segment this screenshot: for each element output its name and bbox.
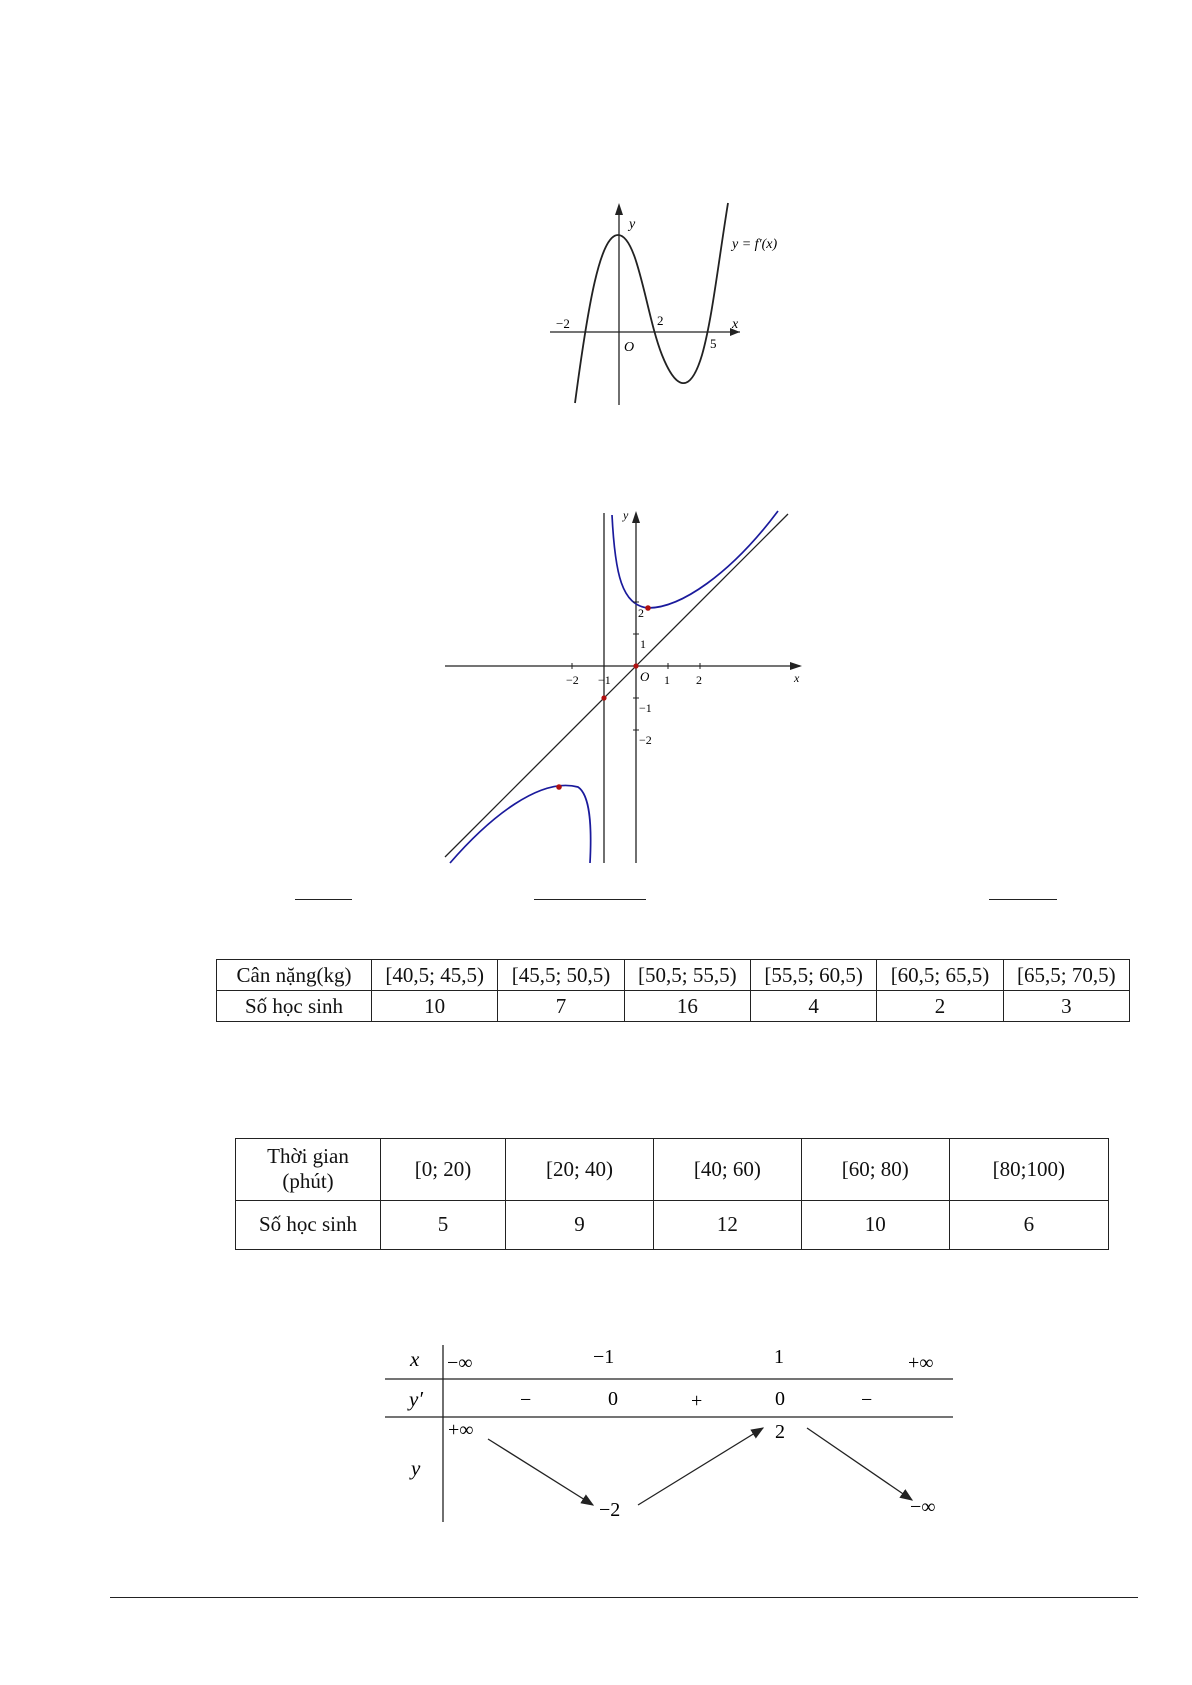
table-cell: 6 [949,1200,1108,1249]
table-cell: [80;100) [949,1139,1108,1201]
table-cell: 2 [877,991,1003,1022]
header-line: (phút) [282,1169,334,1194]
y-value: −∞ [910,1496,936,1518]
x-tick-label: −2 [566,673,579,687]
table-cell: [55,5; 60,5) [750,960,876,991]
x-axis-arrow [790,662,802,670]
rational-function-graph [440,505,810,865]
increasing-arrow [638,1428,763,1505]
upper-branch [612,511,778,608]
tick-label-2: 2 [657,313,664,328]
row-label-x: x [410,1347,420,1371]
table-header-cell [236,1139,381,1201]
variation-table [380,1340,960,1530]
table-cell: [40; 60) [653,1139,801,1201]
y-tick-label: −2 [639,733,652,747]
table-cell: [65,5; 70,5) [1003,960,1129,991]
y-axis-arrow [632,511,640,523]
table-cell: 3 [1003,991,1129,1022]
y-value: +∞ [448,1419,474,1441]
local-min-point [645,605,651,611]
y-axis-label: y [629,217,636,232]
x-value: 1 [774,1346,784,1368]
decreasing-arrow [807,1428,912,1500]
table-cell: 4 [750,991,876,1022]
table-cell: [45,5; 50,5) [498,960,624,991]
origin-label: O [624,340,635,355]
table-cell: 12 [653,1200,801,1249]
derivative-sign: 0 [608,1388,618,1410]
time-frequency-table [235,1138,1109,1250]
answer-blank-2 [534,899,646,900]
y-tick-label: 2 [638,606,644,620]
derivative-curve [575,203,728,403]
curve-label: y = f′(x) [732,237,778,252]
table-row [236,1139,1109,1201]
answer-blank-1 [295,899,352,900]
x-axis-label: x [732,317,739,332]
y-tick-label: −1 [639,701,652,715]
row-label-yprime: y′ [409,1387,423,1411]
table-cell: [20; 40) [506,1139,654,1201]
tick-label-5: 5 [710,336,717,351]
table-cell: 9 [506,1200,654,1249]
table-cell: 5 [381,1200,506,1249]
weight-frequency-table [216,959,1130,1022]
derivative-graph [540,195,810,410]
table-cell: [0; 20) [381,1139,506,1201]
table-cell: 10 [801,1200,949,1249]
table-cell: [40,5; 45,5) [372,960,498,991]
y-value: 2 [775,1421,785,1443]
table-row [217,991,1130,1022]
lower-branch [450,785,591,863]
x-axis-label: x [794,671,800,685]
x-tick-label: 1 [664,673,670,687]
derivative-sign: + [691,1390,703,1412]
table-cell: [50,5; 55,5) [624,960,750,991]
x-value: −∞ [447,1352,473,1374]
origin-point [633,663,638,668]
local-max-point [556,784,562,790]
footer-rule [110,1597,1138,1598]
table-header-cell: Số học sinh [236,1200,381,1249]
row-label-y: y [411,1456,421,1480]
table-header-cell: Cân nặng(kg) [217,960,372,991]
derivative-sign: − [861,1389,873,1411]
x-tick-label: −1 [598,673,611,687]
origin-label: O [640,669,650,684]
header-line: Thời gian [267,1144,349,1169]
y-axis-label: y [623,508,629,522]
decreasing-arrow [488,1439,593,1505]
table-row [217,960,1130,991]
table-cell: 16 [624,991,750,1022]
table-cell: [60,5; 65,5) [877,960,1003,991]
x-value: −1 [593,1346,615,1368]
derivative-sign: 0 [775,1388,785,1410]
x-value: +∞ [908,1352,934,1374]
table-cell: 7 [498,991,624,1022]
y-axis-arrow [615,203,623,215]
table-row [236,1200,1109,1249]
answer-blank-3 [989,899,1057,900]
intersection-point [601,695,606,700]
table-header-cell: Số học sinh [217,991,372,1022]
x-tick-label: 2 [696,673,702,687]
derivative-sign: − [520,1389,532,1411]
y-value: −2 [599,1499,621,1521]
table-cell: [60; 80) [801,1139,949,1201]
table-cell: 10 [372,991,498,1022]
y-tick-label: 1 [640,637,646,651]
tick-label-neg2: −2 [556,316,570,331]
